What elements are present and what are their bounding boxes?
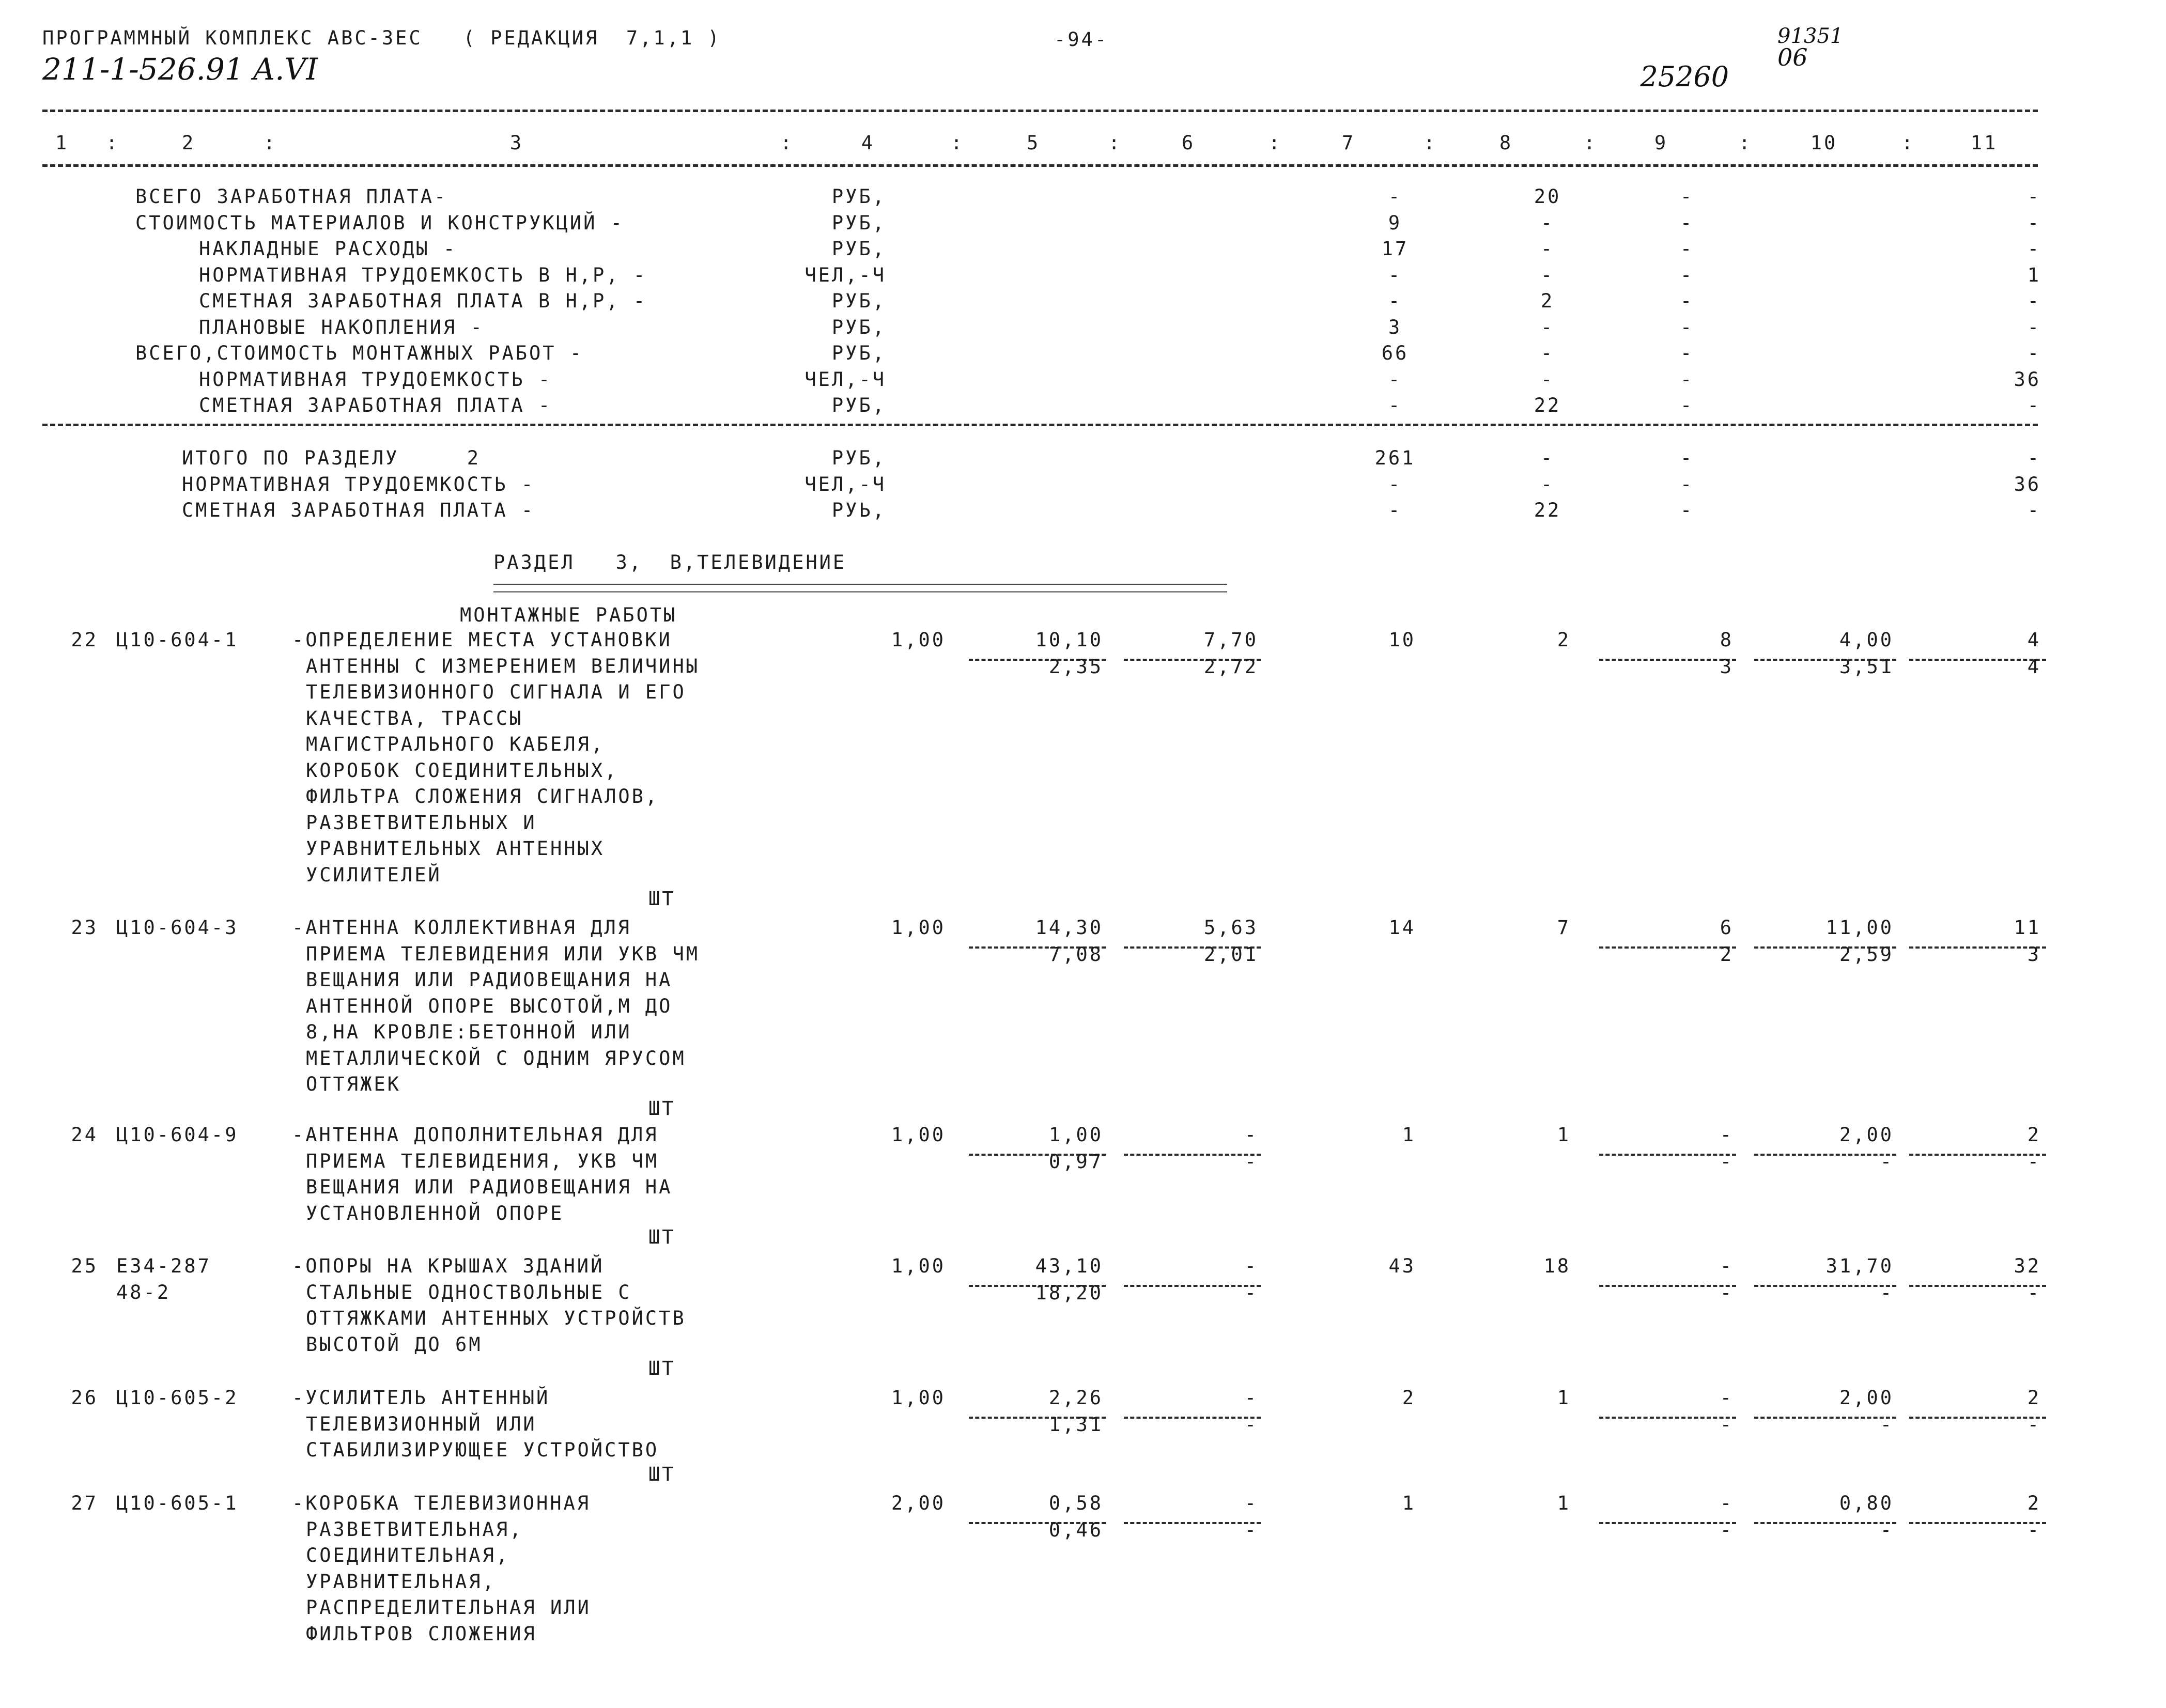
summary-col7: 17	[1381, 238, 1409, 260]
fraction-line-col10	[1754, 1417, 1896, 1419]
summary-unit: РУБ,	[831, 447, 886, 469]
header-rule-bottom	[42, 164, 2038, 167]
item-col10-top: 4,00	[1839, 629, 1894, 651]
summary-label: ИТОГО ПО РАЗДЕЛУ 2	[182, 447, 481, 469]
item-col9-bottom: 3	[1720, 655, 1734, 678]
summary-col8: -	[1540, 263, 1555, 286]
registry-number-subscript: 06	[1777, 43, 1808, 71]
column-separator: :	[1268, 132, 1282, 154]
item-col11-bottom: -	[2027, 1518, 2041, 1541]
fraction-line-col6	[1124, 1522, 1261, 1524]
fraction-line-col10	[1754, 1285, 1896, 1287]
column-number-4: 4	[861, 132, 875, 154]
section-title-underline	[493, 583, 1227, 585]
item-col6-total: -	[1244, 1124, 1258, 1146]
item-number: 24	[71, 1124, 98, 1146]
summary-col7: 66	[1381, 342, 1409, 364]
fraction-line-col6	[1124, 1154, 1261, 1156]
summary-col9: -	[1680, 263, 1694, 286]
column-number-7: 7	[1341, 132, 1356, 154]
summary-label: НОРМАТИВНАЯ ТРУДОЕМКОСТЬ -	[182, 473, 535, 495]
summary-col11: 36	[2014, 473, 2041, 495]
summary-col7: -	[1388, 473, 1402, 495]
item-col6-salary: 2,01	[1203, 943, 1258, 966]
section-subtitle: МОНТАЖНЫЕ РАБОТЫ	[460, 604, 677, 626]
column-number-2: 2	[181, 132, 196, 154]
item-col7: 10	[1388, 629, 1416, 651]
summary-col9: -	[1680, 290, 1694, 312]
item-code: Ц10-604-9	[116, 1124, 239, 1146]
item-description-line: УРАВНИТЕЛЬНАЯ,	[306, 1570, 496, 1593]
item-col9-top: -	[1720, 1124, 1734, 1146]
summary-col8: -	[1540, 447, 1555, 469]
item-col10-bottom: -	[1880, 1518, 1894, 1541]
summary-col11: -	[2027, 290, 2041, 312]
item-col5-total: 10,10	[1035, 629, 1103, 651]
item-unit: ШТ	[648, 888, 676, 910]
item-col9-bottom: -	[1720, 1518, 1734, 1541]
item-col10-bottom: -	[1880, 1150, 1894, 1173]
item-col6-total: -	[1244, 1255, 1258, 1277]
item-description-line: КАЧЕСТВА, ТРАССЫ	[306, 707, 523, 729]
item-col8: 1	[1557, 1387, 1571, 1409]
item-description-line: СТАЛЬНЫЕ ОДНОСТВОЛЬНЫЕ С	[306, 1281, 632, 1303]
item-col7: 14	[1388, 917, 1416, 939]
item-col9-top: -	[1720, 1492, 1734, 1514]
fraction-line-col11	[1909, 1522, 2046, 1524]
summary-col7: -	[1388, 394, 1402, 416]
item-col8: 7	[1557, 917, 1571, 939]
item-col5-salary: 7,08	[1048, 943, 1103, 966]
item-col5-total: 2,26	[1048, 1387, 1103, 1409]
column-number-8: 8	[1499, 132, 1513, 154]
item-col6-salary: -	[1244, 1413, 1258, 1436]
item-col10-bottom: 3,51	[1839, 655, 1894, 678]
summary-label: ВСЕГО ЗАРАБОТНАЯ ПЛАТА-	[135, 185, 448, 208]
summary-col11: -	[2027, 447, 2041, 469]
item-col9-top: -	[1720, 1387, 1734, 1409]
item-col11-bottom: -	[2027, 1281, 2041, 1304]
item-description-line: УСИЛИТЕЛЕЙ	[306, 863, 442, 886]
item-col11-top: 2	[2027, 1124, 2041, 1146]
item-description-line: ВЫСОТОЙ ДО 6М	[306, 1333, 483, 1356]
summary-col9: -	[1680, 473, 1694, 495]
summary-col8: -	[1540, 316, 1555, 338]
summary-col9: -	[1680, 368, 1694, 391]
item-col11-bottom: 4	[2027, 655, 2041, 678]
column-number-3: 3	[509, 132, 524, 154]
summary-col11: -	[2027, 499, 2041, 521]
summary-label: НАКЛАДНЫЕ РАСХОДЫ -	[199, 238, 457, 260]
item-code: Е34-287	[116, 1255, 211, 1277]
summary-label: ВСЕГО,СТОИМОСТЬ МОНТАЖНЫХ РАБОТ -	[135, 342, 584, 364]
handwritten-registry-number	[1622, 35, 1729, 91]
summary-col7: 3	[1388, 316, 1402, 338]
fraction-line-col9	[1599, 946, 1736, 949]
item-col6-salary: -	[1244, 1281, 1258, 1304]
item-description-line: -ОПРЕДЕЛЕНИЕ МЕСТА УСТАНОВКИ	[292, 629, 672, 651]
handwritten-document-code: 211-1-526.91 A.VI	[42, 52, 318, 87]
summary-col8: 20	[1534, 185, 1561, 208]
summary-col11: -	[2027, 238, 2041, 260]
item-quantity: 1,00	[891, 629, 946, 651]
summary-col9: -	[1680, 238, 1694, 260]
item-col8: 1	[1557, 1124, 1571, 1146]
item-description-line: ВЕЩАНИЯ ИЛИ РАДИОВЕЩАНИЯ НА	[306, 969, 673, 991]
column-number-10: 10	[1810, 132, 1838, 154]
item-col11-top: 4	[2027, 629, 2041, 651]
item-description-line: УСТАНОВЛЕННОЙ ОПОРЕ	[306, 1202, 564, 1224]
item-description-line: АНТЕННЫ С ИЗМЕРЕНИЕМ ВЕЛИЧИНЫ	[306, 655, 700, 677]
summary-label: СМЕТНАЯ ЗАРАБОТНАЯ ПЛАТА -	[182, 499, 535, 521]
fraction-line-col11	[1909, 659, 2046, 661]
item-col7: 43	[1388, 1255, 1416, 1277]
item-col5-salary: 18,20	[1035, 1281, 1103, 1304]
fraction-line-col9	[1599, 1154, 1736, 1156]
item-description-line: 8,НА КРОВЛЕ:БЕТОННОЙ ИЛИ	[306, 1021, 632, 1043]
program-header: ПРОГРАММНЫЙ КОМПЛЕКС АВС-ЗЕС ( РЕДАКЦИЯ 7,1,1 )	[42, 27, 721, 49]
summary-label: СТОИМОСТЬ МАТЕРИАЛОВ И КОНСТРУКЦИЙ -	[135, 211, 624, 234]
item-quantity: 1,00	[891, 1124, 946, 1146]
item-col9-top: 6	[1720, 917, 1734, 939]
column-separator: :	[780, 132, 794, 154]
fraction-line-col6	[1124, 1285, 1261, 1287]
column-number-5: 5	[1026, 132, 1041, 154]
item-col10-bottom: -	[1880, 1281, 1894, 1304]
item-col9-bottom: -	[1720, 1281, 1734, 1304]
item-description-line: РАЗВЕТВИТЕЛЬНЫХ И	[306, 811, 537, 834]
column-separator: :	[951, 132, 965, 154]
item-unit: ШТ	[648, 1357, 676, 1379]
item-description-line: ТЕЛЕВИЗИОННЫЙ ИЛИ	[306, 1412, 537, 1435]
fraction-line-col6	[1124, 1417, 1261, 1419]
summary-col9: -	[1680, 447, 1694, 469]
item-col9-bottom: -	[1720, 1413, 1734, 1436]
item-number: 22	[71, 629, 98, 651]
item-code: Ц10-605-1	[116, 1492, 239, 1514]
summary-col7: 9	[1388, 211, 1402, 234]
item-description-line: -КОРОБКА ТЕЛЕВИЗИОННАЯ	[292, 1492, 591, 1514]
item-col5-total: 0,58	[1048, 1492, 1103, 1514]
item-description-line: ПРИЕМА ТЕЛЕВИДЕНИЯ, УКВ ЧМ	[306, 1150, 659, 1172]
item-description-line: ВЕЩАНИЯ ИЛИ РАДИОВЕЩАНИЯ НА	[306, 1176, 673, 1198]
item-col10-bottom: -	[1880, 1413, 1894, 1436]
summary-col11: -	[2027, 342, 2041, 364]
item-unit: ШТ	[648, 1226, 676, 1248]
summary-unit: РУБ,	[831, 238, 886, 260]
summary-col11: -	[2027, 211, 2041, 234]
summary-col7: 261	[1374, 447, 1416, 469]
item-quantity: 1,00	[891, 1387, 946, 1409]
item-description-line: ОТТЯЖКАМИ АНТЕННЫХ УСТРОЙСТВ	[306, 1307, 686, 1329]
fraction-line-col9	[1599, 659, 1736, 661]
registry-number-main: 25260	[1640, 60, 1729, 93]
summary-col8: 22	[1534, 499, 1561, 521]
column-separator: :	[106, 132, 120, 154]
summary-col7: -	[1388, 263, 1402, 286]
summary-col8: -	[1540, 211, 1555, 234]
item-unit: ШТ	[648, 1097, 676, 1120]
column-number-9: 9	[1654, 132, 1668, 154]
item-col9-top: -	[1720, 1255, 1734, 1277]
item-code: Ц10-604-3	[116, 917, 239, 939]
summary-col8: 2	[1540, 290, 1555, 312]
item-description-line: ТЕЛЕВИЗИОННОГО СИГНАЛА И ЕГО	[306, 681, 686, 703]
fraction-line-col9	[1599, 1417, 1736, 1419]
item-col10-top: 0,80	[1839, 1492, 1894, 1514]
summary-col7: -	[1388, 499, 1402, 521]
summary-col9: -	[1680, 185, 1694, 208]
summary-unit: РУБ,	[831, 211, 886, 234]
item-description-line: РАСПРЕДЕЛИТЕЛЬНАЯ ИЛИ	[306, 1596, 591, 1619]
item-col6-salary: -	[1244, 1150, 1258, 1173]
item-col10-top: 2,00	[1839, 1124, 1894, 1146]
item-col10-top: 2,00	[1839, 1387, 1894, 1409]
item-col11-top: 32	[2014, 1255, 2041, 1277]
registry-number-superscript: 91351	[1777, 24, 1844, 48]
item-description-line: -УСИЛИТЕЛЬ АНТЕННЫЙ	[292, 1387, 550, 1409]
item-col10-top: 11,00	[1825, 917, 1894, 939]
item-code: Ц10-605-2	[116, 1387, 239, 1409]
item-number: 26	[71, 1387, 98, 1409]
item-col11-bottom: -	[2027, 1150, 2041, 1173]
item-col10-bottom: 2,59	[1839, 943, 1894, 966]
item-description-line: МАГИСТРАЛЬНОГО КАБЕЛЯ,	[306, 733, 605, 755]
item-col5-salary: 1,31	[1048, 1413, 1103, 1436]
column-separator: :	[1584, 132, 1598, 154]
summary-unit: РУБ,	[831, 394, 886, 416]
summary-label: СМЕТНАЯ ЗАРАБОТНАЯ ПЛАТА -	[199, 394, 552, 416]
summary-col8: 22	[1534, 394, 1561, 416]
header-rule-top	[42, 110, 2038, 112]
item-col8: 18	[1543, 1255, 1571, 1277]
fraction-line-col9	[1599, 1522, 1736, 1524]
fraction-line-col11	[1909, 1154, 2046, 1156]
summary-unit: РУБ,	[831, 185, 886, 208]
summary-col9: -	[1680, 316, 1694, 338]
item-col9-top: 8	[1720, 629, 1734, 651]
column-number-6: 6	[1181, 132, 1196, 154]
summary-col11: -	[2027, 316, 2041, 338]
item-description-line: ФИЛЬТРА СЛОЖЕНИЯ СИГНАЛОВ,	[306, 785, 659, 808]
item-col5-salary: 0,46	[1048, 1518, 1103, 1541]
item-col5-salary: 0,97	[1048, 1150, 1103, 1173]
summary-col7: -	[1388, 368, 1402, 391]
item-col7: 1	[1402, 1492, 1416, 1514]
column-number-1: 1	[55, 132, 69, 154]
summary-label: НОРМАТИВНАЯ ТРУДОЕМКОСТЬ В Н,Р, -	[199, 263, 647, 286]
item-col7: 2	[1402, 1387, 1416, 1409]
summary-unit: РУЬ,	[831, 499, 886, 521]
summary-col9: -	[1680, 342, 1694, 364]
item-col11-top: 11	[2014, 917, 2041, 939]
item-quantity: 1,00	[891, 917, 946, 939]
item-code-line2: 48-2	[116, 1281, 171, 1303]
item-description-line: МЕТАЛЛИЧЕСКОЙ С ОДНИМ ЯРУСОМ	[306, 1047, 686, 1069]
item-description-line: АНТЕННОЙ ОПОРЕ ВЫСОТОЙ,М ДО	[306, 995, 673, 1017]
item-unit: ШТ	[648, 1463, 676, 1485]
item-col9-bottom: 2	[1720, 943, 1734, 966]
summary-divider	[42, 424, 2038, 426]
section-title: РАЗДЕЛ 3, В,ТЕЛЕВИДЕНИЕ	[493, 551, 847, 573]
item-quantity: 1,00	[891, 1255, 946, 1277]
summary-col7: -	[1388, 185, 1402, 208]
item-description-line: СТАБИЛИЗИРУЮЩЕЕ УСТРОЙСТВО	[306, 1439, 659, 1461]
item-col9-bottom: -	[1720, 1150, 1734, 1173]
summary-unit: ЧЕЛ,-Ч	[804, 368, 886, 391]
item-description-line: -ОПОРЫ НА КРЫШАХ ЗДАНИЙ	[292, 1255, 605, 1277]
item-col6-total: 7,70	[1203, 629, 1258, 651]
column-separator: :	[1739, 132, 1753, 154]
summary-unit: РУБ,	[831, 290, 886, 312]
summary-label: СМЕТНАЯ ЗАРАБОТНАЯ ПЛАТА В Н,Р, -	[199, 290, 647, 312]
item-col5-total: 43,10	[1035, 1255, 1103, 1277]
item-col6-salary: -	[1244, 1518, 1258, 1541]
summary-col7: -	[1388, 290, 1402, 312]
section-title-underline-2	[493, 591, 1227, 593]
summary-col8: -	[1540, 368, 1555, 391]
item-number: 23	[71, 917, 98, 939]
summary-col8: -	[1540, 473, 1555, 495]
item-col8: 2	[1557, 629, 1571, 651]
summary-col8: -	[1540, 342, 1555, 364]
summary-col9: -	[1680, 211, 1694, 234]
item-col5-salary: 2,35	[1048, 655, 1103, 678]
fraction-line-col10	[1754, 1154, 1896, 1156]
item-description-line: СОЕДИНИТЕЛЬНАЯ,	[306, 1544, 510, 1566]
item-col8: 1	[1557, 1492, 1571, 1514]
column-number-11: 11	[1970, 132, 1998, 154]
summary-col8: -	[1540, 238, 1555, 260]
item-description-line: КОРОБОК СОЕДИНИТЕЛЬНЫХ,	[306, 759, 618, 782]
item-description-line: ФИЛЬТРОВ СЛОЖЕНИЯ	[306, 1622, 537, 1645]
item-col7: 1	[1402, 1124, 1416, 1146]
item-col6-salary: 2,72	[1203, 655, 1258, 678]
item-description-line: РАЗВЕТВИТЕЛЬНАЯ,	[306, 1518, 523, 1541]
item-col6-total: 5,63	[1203, 917, 1258, 939]
summary-col9: -	[1680, 394, 1694, 416]
summary-unit: ЧЕЛ,-Ч	[804, 263, 886, 286]
item-col5-total: 14,30	[1035, 917, 1103, 939]
item-number: 27	[71, 1492, 98, 1514]
page-number: -94-	[1054, 28, 1109, 51]
item-description-line: -АНТЕННА ДОПОЛНИТЕЛЬНАЯ ДЛЯ	[292, 1124, 659, 1146]
summary-unit: ЧЕЛ,-Ч	[804, 473, 886, 495]
summary-col11: -	[2027, 394, 2041, 416]
item-quantity: 2,00	[891, 1492, 946, 1514]
item-col11-top: 2	[2027, 1387, 2041, 1409]
summary-unit: РУБ,	[831, 316, 886, 338]
summary-label: НОРМАТИВНАЯ ТРУДОЕМКОСТЬ -	[199, 368, 552, 391]
fraction-line-col10	[1754, 1522, 1896, 1524]
summary-col11: 1	[2027, 263, 2041, 286]
item-col6-total: -	[1244, 1492, 1258, 1514]
item-col10-top: 31,70	[1825, 1255, 1894, 1277]
item-col11-bottom: 3	[2027, 943, 2041, 966]
summary-col11: -	[2027, 185, 2041, 208]
item-col5-total: 1,00	[1048, 1124, 1103, 1146]
summary-label: ПЛАНОВЫЕ НАКОПЛЕНИЯ -	[199, 316, 484, 338]
item-description-line: ПРИЕМА ТЕЛЕВИДЕНИЯ ИЛИ УКВ ЧМ	[306, 942, 700, 965]
item-col11-top: 2	[2027, 1492, 2041, 1514]
item-description-line: -АНТЕННА КОЛЛЕКТИВНАЯ ДЛЯ	[292, 917, 631, 939]
column-separator: :	[1901, 132, 1915, 154]
summary-col11: 36	[2014, 368, 2041, 391]
item-col11-bottom: -	[2027, 1413, 2041, 1436]
item-code: Ц10-604-1	[116, 629, 239, 651]
fraction-line-col11	[1909, 946, 2046, 949]
summary-unit: РУБ,	[831, 342, 886, 364]
fraction-line-col11	[1909, 1417, 2046, 1419]
fraction-line-col11	[1909, 1285, 2046, 1287]
item-number: 25	[71, 1255, 98, 1277]
column-separator: :	[264, 132, 277, 154]
item-description-line: ОТТЯЖЕК	[306, 1073, 401, 1095]
column-separator: :	[1108, 132, 1122, 154]
item-description-line: УРАВНИТЕЛЬНЫХ АНТЕННЫХ	[306, 837, 605, 860]
column-separator: :	[1424, 132, 1437, 154]
item-col6-total: -	[1244, 1387, 1258, 1409]
fraction-line-col9	[1599, 1285, 1736, 1287]
summary-col9: -	[1680, 499, 1694, 521]
